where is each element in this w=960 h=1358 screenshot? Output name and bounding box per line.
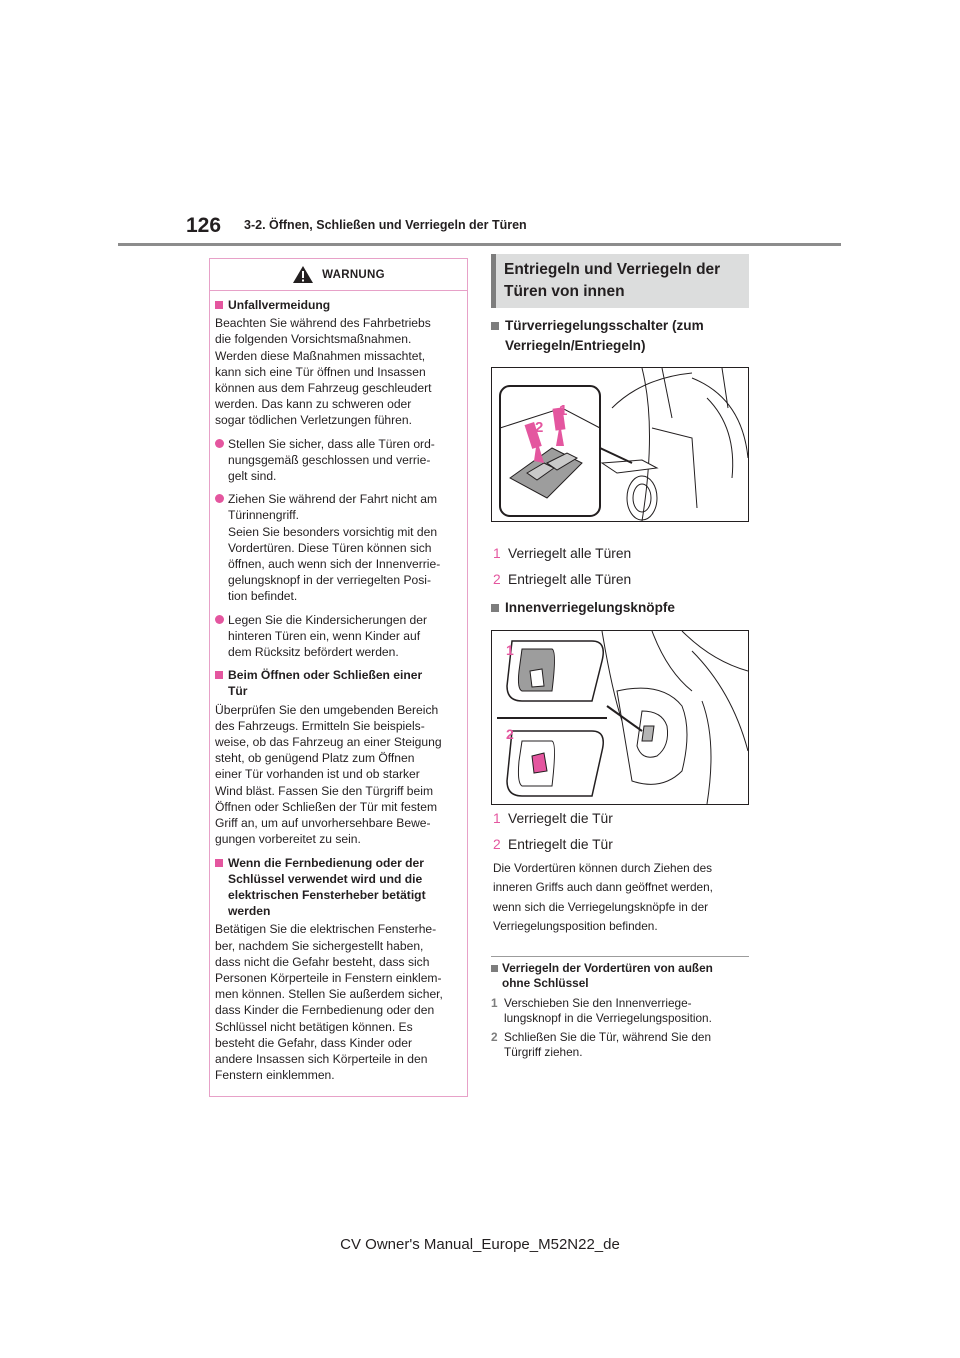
warning-bullet: Ziehen Sie während der Fahrt nicht am Türinnengriff. Seien Sie besonders vorsichtig mit den Vordertüren. Diese Türen können sich öffnen, auch wenn sich der Innenverrie- gelungsknopf in der verriegelten Posi- tion befindet.: [215, 491, 457, 604]
subheading-lock-switch: Türverriegelungsschalter (zum Verriegeln/Entriegeln): [491, 316, 749, 356]
subheading-inside-lock-buttons: Innenverriegelungsknöpfe: [491, 598, 749, 618]
list-item: 2 Entriegelt die Tür: [493, 837, 613, 852]
warning-heading-door: Beim Öffnen oder Schließen einer Tür: [215, 667, 457, 699]
footer-text: CV Owner's Manual_Europe_M52N22_de: [340, 1236, 620, 1253]
warning-heading-accident: Unfallvermeidung: [215, 297, 457, 313]
list-item: 1 Verriegelt alle Türen: [493, 546, 632, 561]
figure-label: 2: [506, 726, 514, 742]
info-paragraph: Die Vordertüren können durch Ziehen des inneren Griffs auch dann geöffnet werden, wenn sich die Verriegelungsknöpfe in der Verriegelungsposition befinden.: [493, 861, 713, 933]
warning-box: [209, 258, 468, 1097]
section-heading-text: Entriegeln und Verriegeln der Türen von innen: [504, 261, 721, 300]
bullet-square-icon: [491, 961, 502, 991]
inside-lock-buttons-illustration: [492, 631, 748, 804]
header-rule: [118, 243, 841, 246]
bullet-square-icon: [491, 316, 505, 356]
warning-title: WARNUNG: [322, 268, 385, 281]
figure-label: 1: [506, 642, 514, 658]
figure-inside-lock-buttons: [491, 630, 749, 805]
bullet-square-icon: [215, 667, 228, 699]
bullet-square-icon: [215, 855, 228, 920]
door-lock-switch-illustration: [492, 368, 748, 521]
warning-body: [210, 291, 467, 1083]
bullet-square-icon: [215, 297, 228, 313]
small-heading: Verriegeln der Vordertüren von außen ohne Schlüssel: [491, 961, 751, 991]
warning-heading-remote: Wenn die Fernbedienung oder der Schlüssel verwendet wird und die elektrischen Fensterheber betätigt werden: [215, 855, 457, 920]
warning-paragraph: Überprüfen Sie den umgebenden Bereich des Fahrzeugs. Ermitteln Sie beispiels- weise, ob das Fahrzeug an einer Steigung steht, ob genügend Platz zum Öffnen einer Tür vorhanden ist und ob starker Wind bläst. Fassen Sie den Türgriff beim Öffnen oder Schließen der Tür mit festem Griff an, um auf unvorhersehbare Bewe- gungen vorbereitet zu sein.: [215, 702, 442, 847]
bullet-dot-icon: [215, 436, 228, 485]
bullet-square-icon: [491, 598, 505, 618]
lock-without-key-section: [491, 961, 751, 1060]
warning-header: [210, 259, 467, 291]
list-item: 1 Verriegelt die Tür: [493, 811, 613, 826]
warning-bullet: Legen Sie die Kindersicherungen der hinteren Türen ein, wenn Kinder auf dem Rücksitz befördert werden.: [215, 612, 457, 661]
figure-label: 1: [559, 402, 568, 419]
section-heading: [491, 254, 749, 308]
step-item: 1 Verschieben Sie den Innenverriege- lungsknopf in die Verriegelungsposition.: [491, 996, 712, 1025]
divider: [491, 956, 749, 957]
warning-paragraph: Beachten Sie während des Fahrbetriebs die folgenden Vorsichtsmaßnahmen. Werden diese Maßnahmen missachtet, kann sich eine Tür öffnen und Insassen können aus dem Fahrzeug geschleudert werden. Das kann zu schweren oder sogar tödlichen Verletzungen führen.: [215, 316, 432, 428]
warning-bullet: Stellen Sie sicher, dass alle Türen ord- nungsgemäß geschlossen und verrie- gelt sind.: [215, 436, 457, 485]
bullet-dot-icon: [215, 491, 228, 604]
warning-triangle-icon: [292, 265, 314, 284]
inside-lock-list: [493, 810, 749, 854]
page-number: 126: [186, 214, 222, 237]
list-item: 2 Entriegelt alle Türen: [493, 572, 632, 587]
step-item: 2 Schließen Sie die Tür, während Sie den Türgriff ziehen.: [491, 1030, 712, 1059]
lock-switch-list: [493, 545, 749, 589]
figure-label: 2: [535, 419, 544, 436]
section-title: 3-2. Öffnen, Schließen und Verriegeln der Türen: [244, 218, 527, 232]
warning-paragraph: Betätigen Sie die elektrischen Fensterhe- ber, nachdem Sie sichergestellt haben, dass nicht die Gefahr besteht, dass sich Personen Körperteile in Fenstern einklem- men können. Stellen Sie außerdem sicher, dass Kinder die Fernbedienung oder den Schlüssel nicht betätigen können. Es besteht die Gefahr, dass Kinder oder andere Insassen sich Körperteile in den Fenstern einklemmen.: [215, 922, 443, 1083]
bullet-dot-icon: [215, 612, 228, 661]
figure-door-lock-switch: [491, 367, 749, 522]
heading-bar: [491, 254, 496, 308]
